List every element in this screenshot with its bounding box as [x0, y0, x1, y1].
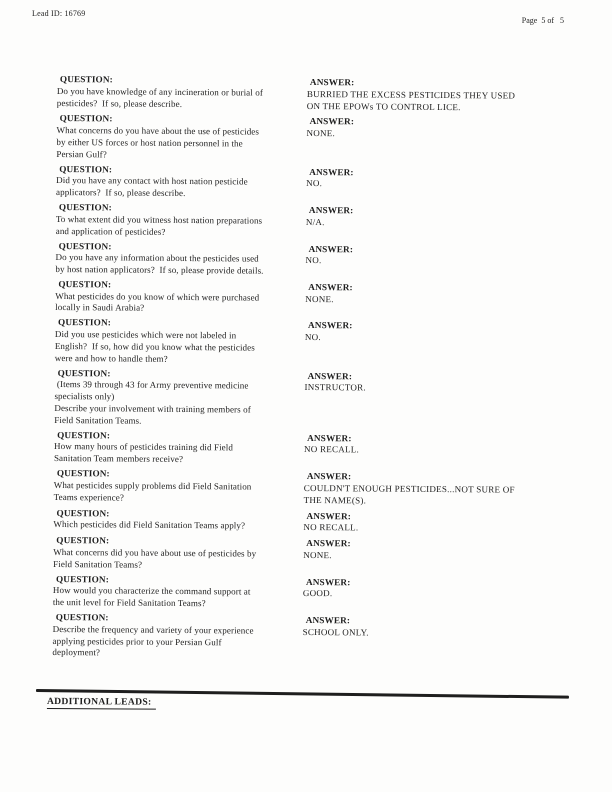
qa-row [53, 573, 590, 614]
answer-text: N/A. [305, 216, 325, 227]
question-label: QUESTION: [56, 535, 110, 546]
answer-label: ANSWER: [308, 243, 354, 254]
answer-label: ANSWER: [307, 320, 353, 331]
question-text: How would you characterize the command support at the unit level for Field Sanitation Teams? [52, 585, 251, 609]
answer-text: NONE. [303, 549, 332, 560]
question-label: QUESTION: [59, 163, 113, 175]
question-text: Do you have knowledge of any incineration or burial of pesticides? If so, please describe. [56, 85, 263, 109]
question-block [53, 534, 298, 572]
answer-text: NO. [305, 255, 322, 266]
answer-label: ANSWER: [306, 510, 352, 522]
question-block [53, 573, 298, 611]
question-label: QUESTION: [56, 507, 110, 519]
answer-block [306, 203, 593, 231]
question-text: Which pesticides did Field Sanitation Teams apply? [53, 519, 246, 531]
question-block [54, 367, 299, 429]
answer-text: COULDN'T ENOUGH PESTICIDES...NOT SURE OF THE NAME(S). [303, 482, 515, 506]
question-text: To what extent did you witness host nation preparations and application of pesticides? [55, 213, 263, 237]
question-block [56, 163, 301, 201]
answer-block [305, 241, 592, 269]
answer-block [306, 165, 593, 193]
answer-label: ANSWER: [306, 471, 352, 482]
answer-block [304, 431, 591, 459]
question-text: How many hours of pesticides training did Field Sanitation Team members receive? [53, 441, 234, 465]
question-text: What concerns did you have about use of pesticides by Field Sanitation Teams? [53, 546, 257, 570]
answer-label: ANSWER: [309, 116, 355, 127]
question-block [57, 73, 302, 111]
question-text: (Items 39 through 43 for Army preventive medicine specialists only) Describe your involvement with training members of Field Sanitation Teams. [54, 379, 251, 426]
answer-label: ANSWER: [305, 614, 351, 626]
qa-row [56, 163, 593, 204]
qa-row [52, 611, 589, 664]
answer-label: ANSWER: [307, 432, 352, 444]
answer-block [304, 369, 591, 397]
question-label: QUESTION: [57, 429, 111, 441]
question-block [56, 112, 301, 162]
question-label: QUESTION: [58, 240, 112, 251]
question-label: QUESTION: [55, 573, 109, 585]
answer-block [303, 575, 590, 603]
qa-row [57, 73, 594, 115]
answer-label: ANSWER: [309, 76, 355, 88]
question-block [52, 611, 297, 661]
question-text: Describe the frequency and variety of your experience applying pesticides prior to your Persian Gulf deployment? [52, 623, 254, 658]
question-text: Did you use pesticides which were not labeled in English? If so, how did you know what the pesticides were and how to handle them? [54, 328, 255, 364]
question-block [54, 429, 299, 467]
answer-label: ANSWER: [308, 281, 353, 293]
answer-text: GOOD. [302, 588, 333, 599]
lead-id-label: Lead ID: 16769 [32, 9, 86, 18]
answer-text: BURRIED THE EXCESS PESTICIDES THEY USED ON THE EPOWs TO CONTROL LICE. [306, 88, 516, 112]
qa-list [52, 73, 594, 666]
answer-block [303, 509, 590, 537]
question-block [53, 507, 298, 533]
question-label: QUESTION: [58, 317, 112, 328]
qa-row [53, 534, 590, 575]
qa-row [54, 429, 591, 470]
question-label: QUESTION: [58, 278, 112, 290]
answer-block [306, 114, 593, 142]
answer-block [305, 318, 592, 346]
page-number-label: Page 5 of 5 [521, 16, 564, 25]
question-text: What pesticides do you know of which were purchased locally in Saudi Arabia? [55, 290, 260, 314]
answer-text: NONE. [305, 293, 334, 304]
answer-block [303, 613, 590, 641]
additional-leads-heading: ADDITIONAL LEADS: [47, 696, 156, 710]
answer-text: INSTRUCTOR. [304, 382, 366, 393]
qa-row [53, 507, 590, 537]
question-block [56, 201, 301, 239]
question-label: QUESTION: [58, 202, 112, 213]
qa-row [55, 278, 592, 319]
qa-row [55, 240, 592, 281]
answer-text: NO RECALL. [304, 444, 360, 455]
qa-row [56, 201, 593, 242]
answer-block [304, 469, 591, 509]
answer-label: ANSWER: [305, 576, 351, 587]
question-label: QUESTION: [59, 74, 113, 85]
question-block [55, 316, 300, 366]
answer-block [307, 75, 594, 115]
answer-block [305, 280, 592, 308]
answer-label: ANSWER: [306, 538, 351, 549]
qa-row [54, 467, 591, 509]
answer-label: ANSWER: [308, 205, 354, 216]
answer-text: NO. [304, 331, 321, 343]
question-label: QUESTION: [59, 113, 113, 124]
question-text: What pesticides supply problems did Field Sanitation Teams experience? [53, 479, 252, 503]
question-text: What concerns do you have about the use of pesticides by either US forces or host nation personnel in the Persian Gulf? [56, 124, 260, 160]
answer-text: NO. [306, 178, 323, 189]
question-label: QUESTION: [56, 468, 110, 479]
answer-block [303, 536, 590, 564]
question-text: Do you have any information about the pesticides used by host nation applicators? If so, please provide details. [55, 252, 264, 276]
answer-text: NO RECALL. [303, 522, 359, 533]
question-block [55, 240, 300, 278]
qa-row [54, 367, 591, 431]
answer-label: ANSWER: [309, 166, 354, 178]
question-block [55, 278, 300, 316]
question-block [54, 467, 299, 505]
question-label: QUESTION: [55, 612, 109, 623]
answer-text: SCHOOL ONLY. [302, 626, 369, 638]
qa-row [55, 316, 592, 369]
qa-row [56, 112, 593, 165]
answer-text: NONE. [306, 127, 336, 139]
answer-label: ANSWER: [307, 370, 353, 381]
question-label: QUESTION: [57, 367, 111, 379]
question-text: Did you have any contact with host nation pesticide applicators? If so, please describe. [56, 175, 248, 199]
